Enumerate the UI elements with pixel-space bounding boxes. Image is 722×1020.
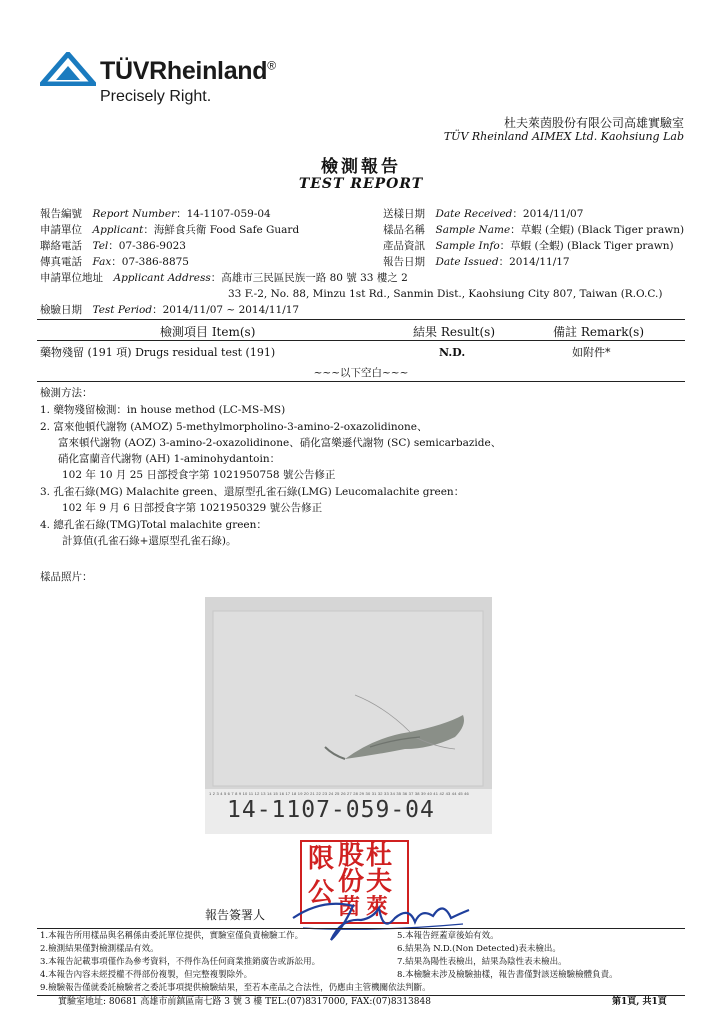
note-7: 7.結果為陽性表檢出，結果為陰性表未檢出。: [397, 957, 567, 967]
report-number-field: 報告編號 Report Number：14-1107-059-04: [40, 208, 271, 220]
sample-photo-label: 樣品照片：: [40, 571, 93, 583]
method-3-line-2: 102 年 9 月 6 日部授食字第 1021950329 號公告修正: [62, 502, 323, 514]
note-4: 4.本報告內容未經授權不得部份複製，但完整複製除外。: [40, 970, 253, 980]
notes-bottom-rule: [37, 995, 685, 996]
date-received-field: 送樣日期 Date Received：2014/11/07: [383, 208, 584, 220]
methods-heading: 檢測方法：: [40, 387, 93, 399]
method-4-line-1: 4. 總孔雀石綠(TMG)Total malachite green：: [40, 519, 267, 531]
result-row-value: N.D.: [439, 346, 466, 359]
column-header-item: 檢測項目 Item(s): [160, 325, 256, 339]
lab-address-footer: 實驗室地址: 80681 高雄市前鎮區南七路 3 號 3 樓 TEL:(07)8317000, FAX:(07)8313848: [58, 997, 431, 1007]
tel-field: 聯絡電話 Tel：07-386-9023: [40, 240, 186, 252]
method-2-line-3: 硝化富蘭音代謝物 (AH) 1-aminohydantoin：: [58, 453, 281, 465]
lab-name-en: TÜV Rheinland AIMEX Ltd. Kaohsiung Lab: [443, 130, 684, 143]
column-header-remark: 備註 Remark(s): [553, 325, 645, 339]
blank-marker: ~~~以下空白~~~: [313, 367, 409, 379]
fax-field: 傳真電話 Fax：07-386-8875: [40, 256, 189, 268]
method-4-line-2: 計算值(孔雀石綠+還原型孔雀石綠)。: [62, 535, 237, 547]
sample-code-label: 14-1107-059-04: [227, 797, 435, 823]
company-seal-stamp: 杜 夫 股 份 萊 茵 限 公: [300, 840, 409, 924]
brand-name: TÜVRheinland®: [100, 57, 276, 85]
note-9: 9.檢驗報告僅就委託檢驗者之委託事項提供檢驗結果，至若本產品之合法性，仍應由主管機關依法判斷。: [40, 983, 431, 993]
lab-name-cn: 杜夫萊茵股份有限公司高雄實驗室: [503, 116, 684, 130]
note-8: 8.本檢驗未涉及檢驗抽樣，報告書僅對該送檢驗檢體負責。: [397, 970, 618, 980]
method-3-line-1: 3. 孔雀石綠(MG) Malachite green、還原型孔雀石綠(LMG) Leucomalachite green：: [40, 486, 465, 498]
brand-tagline: Precisely Right.: [100, 88, 212, 105]
table-top-rule: [37, 319, 685, 320]
ruler-scale: 1 2 3 4 5 6 7 8 9 10 11 12 13 14 15 16 17 18 19 20 21 22 23 24 25 26 27 28 29 30 31 32 33 34 35 36 37 38 39 40 41 42 43 44 45 46: [209, 791, 469, 796]
address-en: 33 F.-2, No. 88, Minzu 1st Rd., Sanmin Dist., Kaohsiung City 807, Taiwan (R.O.C.): [228, 288, 663, 300]
method-2-line-2: 富來頓代謝物 (AOZ) 3-amino-2-oxazolidinone、硝化富樂遜代謝物 (SC) semicarbazide、: [58, 437, 502, 449]
column-header-result: 結果 Result(s): [413, 325, 496, 339]
note-1: 1.本報告所用樣品與名稱係由委託單位提供，實驗室僅負責檢驗工作。: [40, 931, 304, 941]
note-6: 6.結果為 N.D.(Non Detected)表未檢出。: [397, 944, 561, 954]
sample-name-field: 樣品名稱 Sample Name：草蝦 (全蝦) (Black Tiger prawn): [383, 224, 685, 236]
method-2-line-4: 102 年 10 月 25 日部授食字第 1021950758 號公告修正: [62, 469, 336, 481]
address-field: 申請單位地址 Applicant Address：高雄市三民區民族一路 80 號 33 樓之 2: [40, 272, 408, 284]
table-bottom-rule: [37, 381, 685, 382]
page-number: 第1頁, 共1頁: [612, 997, 667, 1007]
note-2: 2.檢測結果僅對檢測樣品有效。: [40, 944, 159, 954]
note-3: 3.本報告記載事項僅作為參考資料，不得作為任何商業推銷廣告或訴訟用。: [40, 957, 321, 967]
table-header-rule: [37, 340, 685, 341]
result-row-remark: 如附件*: [572, 346, 611, 359]
sample-info-field: 產品資訊 Sample Info：草蝦 (全蝦) (Black Tiger prawn): [383, 240, 674, 252]
report-title-en: TEST REPORT: [298, 176, 424, 192]
note-5: 5.本報告經蓋章後始有效。: [397, 931, 499, 941]
report-title-cn: 檢測報告: [321, 157, 401, 177]
signatory-label: 報告簽署人: [205, 908, 266, 922]
sample-photo: [205, 597, 492, 834]
method-1: 1. 藥物殘留檢測：in house method (LC-MS-MS): [40, 404, 286, 416]
tuv-triangle-logo-icon: [40, 52, 96, 86]
method-2-line-1: 2. 富來他頓代謝物 (AMOZ) 5-methylmorpholino-3-amino-2-oxazolidinone、: [40, 421, 428, 433]
result-row-item: 藥物殘留 (191 項) Drugs residual test (191): [40, 346, 276, 359]
applicant-field: 申請單位 Applicant：海鮮食兵衛 Food Safe Guard: [40, 224, 300, 236]
notes-top-rule: [37, 928, 685, 929]
date-issued-field: 報告日期 Date Issued：2014/11/17: [383, 256, 570, 268]
test-period-field: 檢驗日期 Test Period：2014/11/07 ~ 2014/11/17: [40, 304, 300, 316]
